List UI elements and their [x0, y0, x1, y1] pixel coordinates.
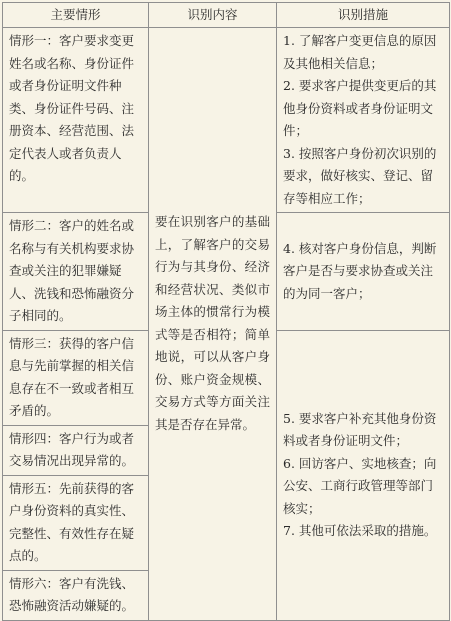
measures-group-3-cell — [277, 330, 450, 620]
measure-5: 5. 要求客户补充其他身份资料或者身份证明文件； — [283, 410, 437, 448]
measures-group-2-cell — [277, 213, 450, 331]
measures-table-wrapper — [2, 2, 450, 621]
header-identification-measures: 识别措施 — [277, 3, 450, 28]
situation-6-cell: 情形六：客户有洗钱、恐怖融资活动嫌疑的。 — [3, 570, 149, 620]
measure-3: 3. 按照客户身份初次识别的要求，做好核实、登记、留存等相应工作； — [283, 145, 437, 206]
measure-1: 1. 了解客户变更信息的原因及其他相关信息； — [283, 33, 437, 71]
situation-1-cell: 情形一：客户要求变更姓名或名称、身份证件或者身份证明文件种类、身份证件号码、注册资本、经营范围、法定代表人或者负责人的。 — [3, 28, 149, 213]
identification-content-cell: 要在识别客户的基础上，了解客户的交易行为与其身份、经济和经营状况、类似市场主体的惯常行为模式等是否相符；简单地说，可以从客户身份、账户资金规模、交易方式等方面关注其是否存在异常。 — [149, 28, 277, 621]
header-main-situation: 主要情形 — [3, 3, 149, 28]
measure-2: 2. 要求客户提供变更后的其他身份资料或者身份证明文件； — [283, 78, 437, 138]
table-row — [3, 28, 450, 213]
measures-group-1-cell — [277, 28, 450, 213]
situation-2-cell: 情形二：客户的姓名或名称与有关机构要求协查或关注的犯罪嫌疑人、洗钱和恐怖融资分子相同的。 — [3, 213, 149, 331]
situation-5-cell: 情形五：先前获得的客户身份资料的真实性、完整性、有效性存在疑点的。 — [3, 475, 149, 570]
customer-identification-table — [2, 2, 450, 621]
header-identification-content: 识别内容 — [149, 3, 277, 28]
measure-6: 6. 回访客户、实地核查；向公安、工商行政管理等部门核实； — [283, 455, 437, 516]
situation-4-cell: 情形四：客户行为或者交易情况出现异常的。 — [3, 425, 149, 475]
measure-4: 4. 核对客户身份信息，判断客户是否与要求协查或关注的为同一客户； — [283, 240, 437, 301]
table-header-row — [3, 3, 450, 28]
situation-3-cell: 情形三：获得的客户信息与先前掌握的相关信息存在不一致或者相互矛盾的。 — [3, 330, 149, 425]
measure-7: 7. 其他可依法采取的措施。 — [283, 523, 437, 538]
